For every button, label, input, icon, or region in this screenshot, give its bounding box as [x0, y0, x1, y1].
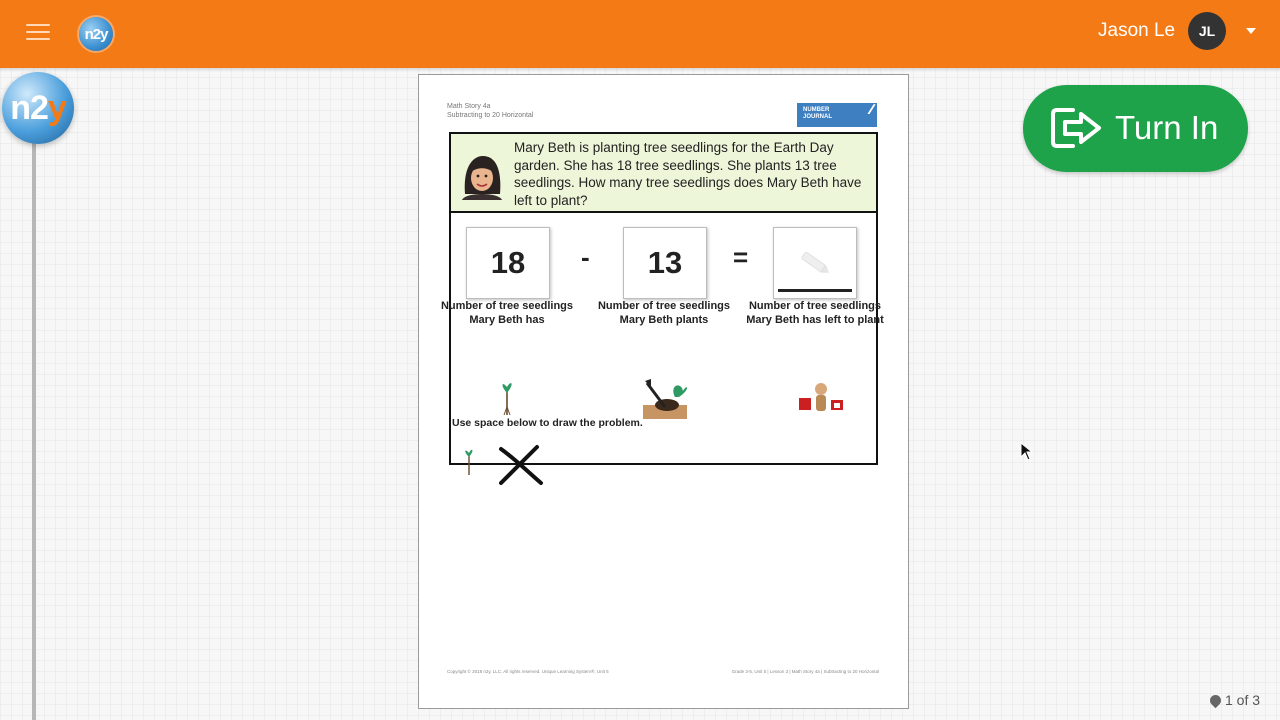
badge-line1: NUMBER: [803, 107, 830, 113]
drawn-x-mark: [497, 443, 545, 487]
user-name[interactable]: Jason Le: [1098, 20, 1176, 41]
mary-beth-face-icon: [457, 150, 507, 200]
draw-instruction: Use space below to draw the problem.: [452, 417, 643, 429]
sidebar-n2y-logo[interactable]: [2, 72, 74, 144]
page-indicator: [1210, 692, 1260, 708]
answer-label: Number of tree seedlings Mary Beth has left to plant: [746, 300, 884, 326]
second-number-box: 13: [623, 227, 707, 299]
number-journal-badge: [797, 103, 877, 127]
n2y-logo[interactable]: [79, 17, 113, 51]
user-avatar[interactable]: JL: [1188, 12, 1226, 50]
page-count: 1 of 3: [1225, 692, 1261, 708]
badge-line2: JOURNAL: [803, 114, 833, 120]
story-text: Mary Beth is planting tree seedlings for the Earth Day garden. She has 18 tree seedlings. She plants 13 tree seedlings. How many tree seedlings does Mary Beth have left to plant?: [514, 140, 862, 208]
drawn-seedling-icon: [461, 445, 477, 477]
turn-in-button[interactable]: [1023, 85, 1248, 172]
sidebar-track: [32, 120, 36, 720]
planting-icon: [639, 377, 691, 421]
location-pin-icon: [1208, 693, 1224, 709]
second-number-label: Number of tree seedlings Mary Beth plants: [597, 300, 731, 326]
badge-slashes-icon: ∕∕∕: [869, 101, 871, 117]
sidebar-logo-text: n2: [10, 88, 48, 127]
first-number-label: Number of tree seedlings Mary Beth has: [440, 300, 574, 326]
answer-box[interactable]: [773, 227, 857, 299]
turn-in-label: Turn In: [1115, 109, 1219, 146]
equals-operator: =: [733, 242, 749, 272]
worksheet-page[interactable]: [418, 74, 909, 709]
worksheet-title: Math Story 4a: [447, 103, 491, 110]
story-panel: [451, 134, 876, 213]
n2y-logo-text: n2y: [84, 25, 108, 43]
person-with-pots-icon: [795, 380, 847, 416]
minus-operator: -: [581, 242, 590, 272]
pencil-icon: [795, 248, 835, 278]
worksheet-subtitle: Subtracting to 20 Horizontal: [447, 112, 534, 119]
top-bar-shadow: [0, 68, 1280, 72]
top-bar: [0, 0, 1280, 68]
footer-copyright: Copyright © 2018 n2y, LLC. All rights reserved. Unique Learning System®, Unit 5: [447, 669, 609, 674]
first-number-box: 18: [466, 227, 550, 299]
user-menu-caret-icon[interactable]: [1246, 28, 1256, 34]
answer-line: [778, 289, 852, 292]
sidebar-logo-accent: y: [47, 88, 66, 127]
worksheet-meta: [447, 102, 533, 120]
problem-box: [440, 132, 884, 465]
footer-unit-info: Grade 3-5, Unit 5 | Lesson 3 | Math Story 4a | Subtracting to 20 Horizontal: [731, 669, 879, 674]
turn-in-arrow-icon: [1049, 106, 1105, 150]
seedling-icon: [496, 377, 518, 417]
mouse-cursor-icon: [1020, 442, 1034, 462]
hamburger-menu-icon[interactable]: [26, 24, 50, 44]
